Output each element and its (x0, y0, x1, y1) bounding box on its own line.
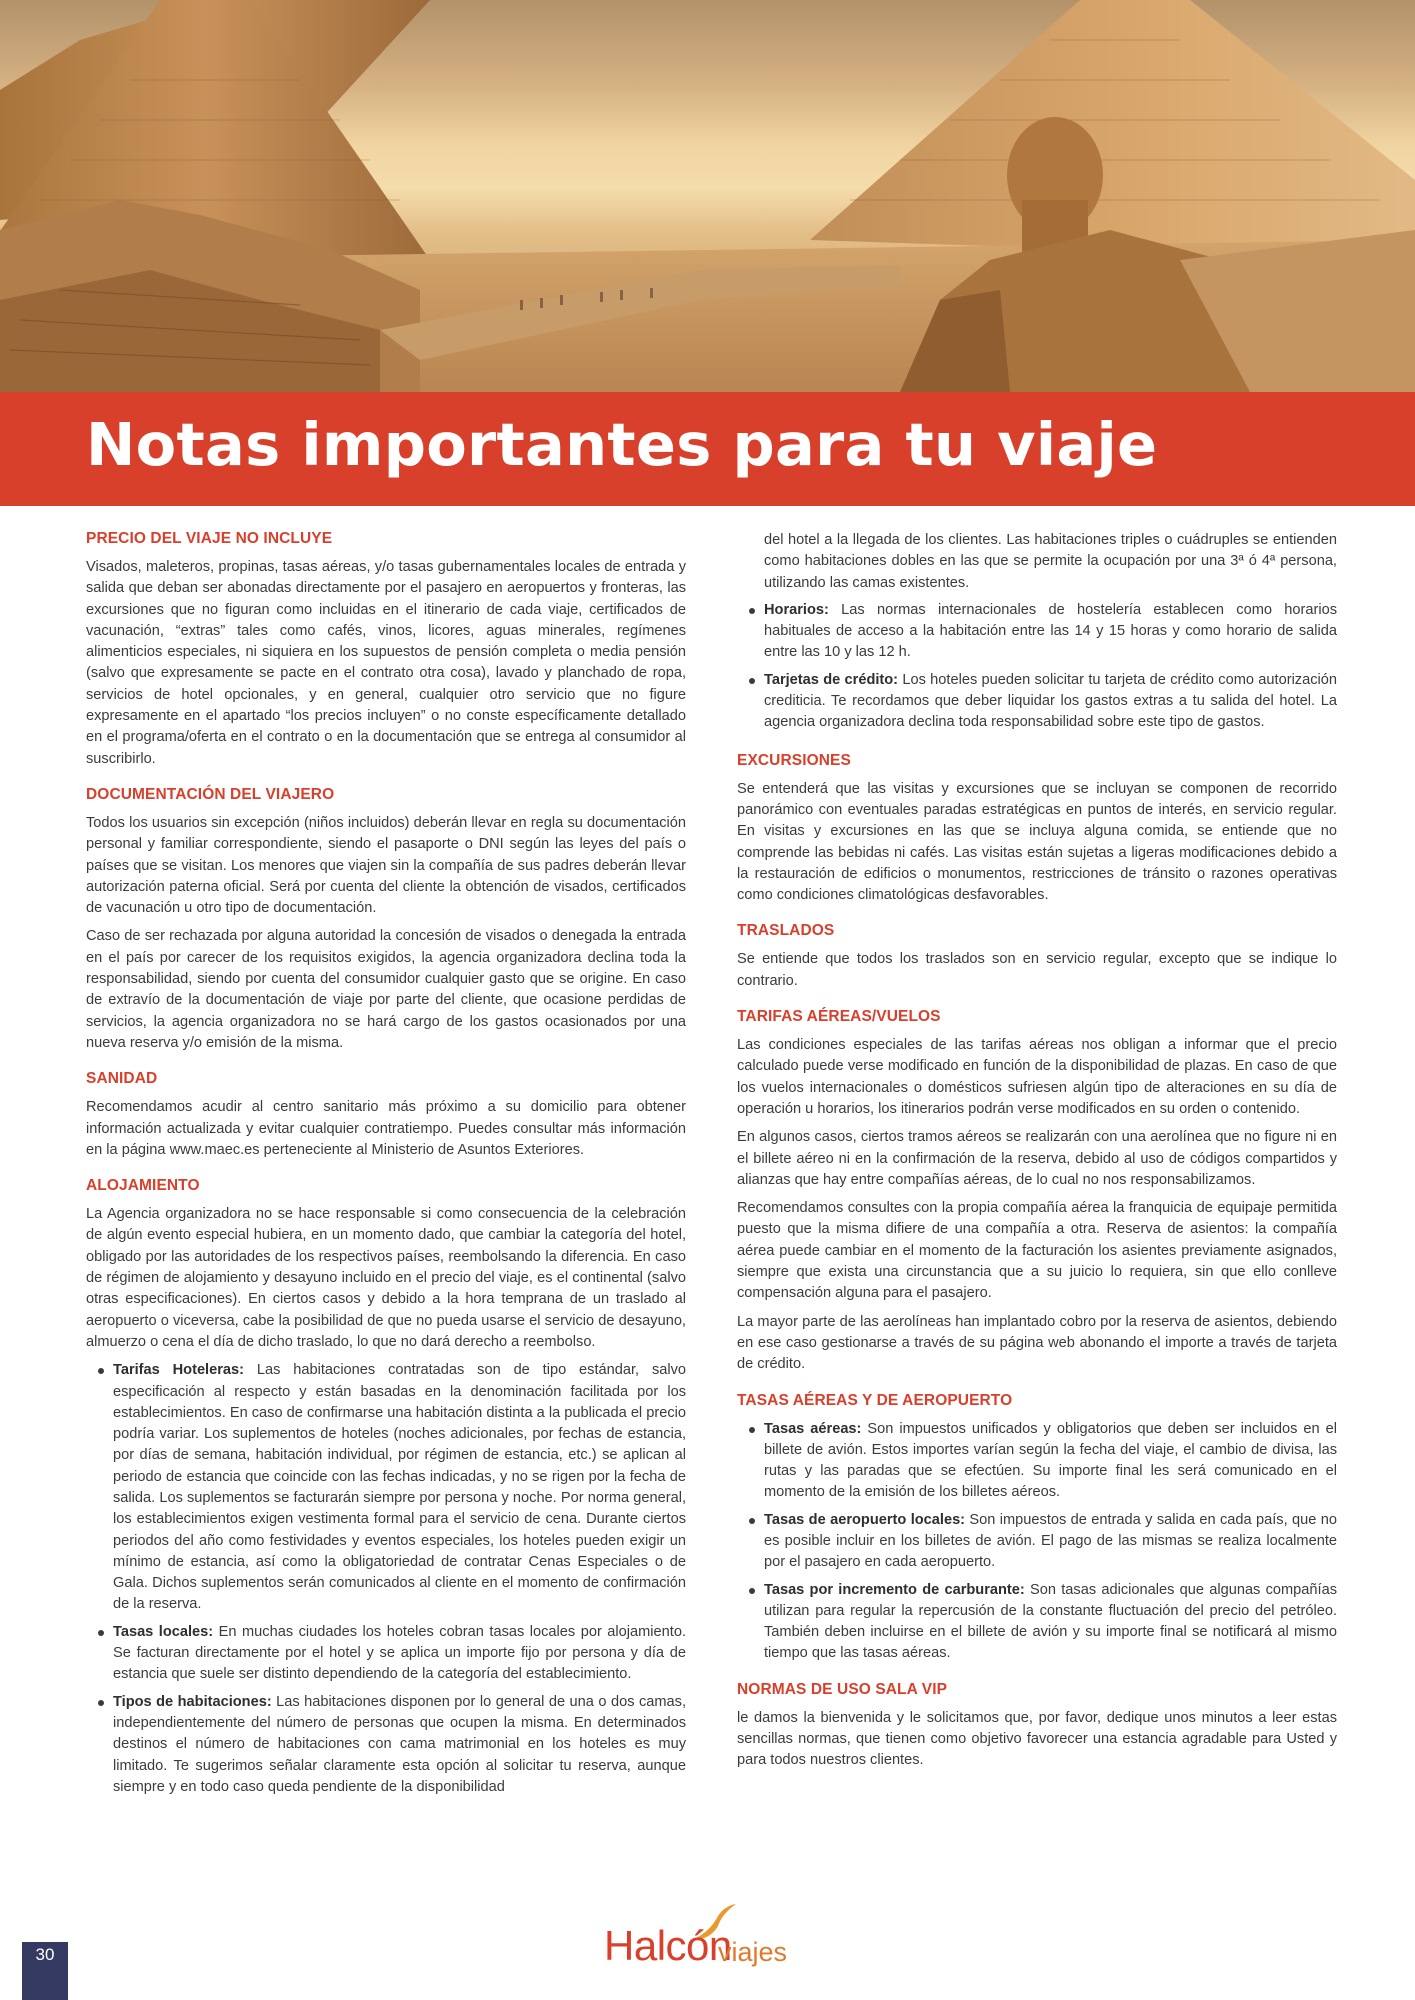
bullet-text: Son impuestos unificados y obligatorios que deben ser incluidos en el billete de avión. Estos importes varían según la fecha del viaje, el cambio de divisa, las rutas y las paradas que se efectúen. Su importe final les será comunicado en el momento de la emisión de los billetes aéreos. (764, 1420, 1337, 1501)
paragraph: Recomendamos acudir al centro sanitario más próximo a su domicilio para obtener información actualizada y evitar cualquier contratiempo. Puedes consultar más información en la página www.maec.es perteneciente al Ministerio de Asuntos Exteriores. (86, 1099, 686, 1158)
left-column (86, 530, 686, 1814)
section-excursiones (737, 752, 1337, 907)
bullet-term: Tasas por incremento de carburante: (764, 1581, 1025, 1598)
section-heading: PRECIO DEL VIAJE NO INCLUYE (86, 530, 333, 547)
section-heading: TARIFAS AÉREAS/VUELOS (737, 1008, 941, 1026)
section-heading: DOCUMENTACIÓN DEL VIAJERO (86, 785, 335, 803)
section-heading: TASAS AÉREAS Y DE AEROPUERTO (737, 1391, 1013, 1409)
bullet-text: Las normas internacionales de hostelería establecen como horarios habituales de acceso a la habitación entre las 14 y 15 horas y como horario de salida entre las 10 y las 12 h. (764, 601, 1337, 661)
bullet-term: Tasas de aeropuerto locales: (764, 1511, 966, 1528)
section-sanidad (86, 1070, 686, 1161)
bullet-term: Tasas aéreas: (764, 1420, 862, 1437)
bullet-item (98, 1622, 686, 1686)
section-alojamiento (86, 1177, 686, 1798)
bullet-item (749, 670, 1337, 734)
bullet-text: Las habitaciones disponen por lo general de una o dos camas, independientemente del número de personas que ocupen la misma. En determinados destinos el número de habitaciones con cama matrimonial en los hoteles es muy limitado. Te sugerimos señalar claramente esta opción al solicitar tu reserva, aunque siempre y en todo caso queda pendiente de la disponibilidad (113, 1693, 687, 1795)
bullet-term: Horarios: (764, 601, 829, 618)
pyramids-illustration (0, 0, 1415, 392)
bullet-item (749, 1419, 1337, 1504)
section-heading: EXCURSIONES (737, 751, 851, 769)
bullet-list (86, 1360, 686, 1798)
paragraph: Caso de ser rechazada por alguna autoridad la concesión de visados o denegada la entrada en el país por carecer de los requisitos exigidos, la agencia organizadora declina toda la responsabilidad, siendo por cuenta del consumidor cualquier gasto que se origine. En caso de extravío de la documentación de viaje por parte del cliente, que ocasione perdidas de servicios, la agencia organizadora no se hará cargo de los gastos ocasionados por una nueva reserva y/o emisión de la misma. (86, 928, 686, 1051)
section-traslados (737, 922, 1337, 992)
paragraph: Se entiende que todos los traslados son en servicio regular, excepto que se indique lo contrario. (737, 951, 1337, 989)
section-precio (86, 530, 686, 770)
paragraph: Recomendamos consultes con la propia compañía aérea la franquicia de equipaje permitida puesto que la misma difiere de una compañía a otra. Reserva de asientos: la compañía aérea puede cambiar en el momento de la facturación los asientes previamente asignados, siempre que exista una circunstancia que a su juicio lo requiera, sin que ello conlleve compensación alguna para el pasajero. (737, 1200, 1337, 1302)
logo-main-text: Halcón (604, 1922, 732, 1969)
section-heading: SANIDAD (86, 1070, 158, 1088)
section-sala-vip (737, 1681, 1337, 1772)
right-column (737, 530, 1337, 1788)
logo-sub-text: viajes (718, 1937, 788, 1967)
paragraph: del hotel a la llegada de los clientes. Las habitaciones triples o cuádruples se entienden como habitaciones dobles en las que se permite la ocupación por una 3ª ó 4ª persona, utilizando las camas existentes. (764, 532, 1337, 591)
paragraph: Las condiciones especiales de las tarifas aéreas nos obligan a informar que el precio calculado puede verse modificado en función de la disponibilidad de plazas. En caso de que los vuelos internacionales o domésticos sufriesen algún tipo de alteraciones en su día de operación u horarios, los itinerarios podrán verse modificados en su orden o contenido. (737, 1037, 1337, 1117)
bullet-term: Tarifas Hoteleras: (113, 1362, 245, 1379)
title-band (0, 392, 1415, 506)
bullet-item (749, 1580, 1337, 1665)
section-documentacion (86, 786, 686, 1054)
bullet-text: Los hoteles pueden solicitar tu tarjeta de crédito como autorización crediticia. Te recordamos que deber liquidar los gastos extras a tu salida del hotel. La agencia organizadora declina toda responsabilidad sobre este tipo de gastos. (764, 671, 1337, 731)
right-pyramid-shape (810, 0, 1415, 260)
paragraph: En algunos casos, ciertos tramos aéreos se realizarán con una aerolínea que no figure ni en el billete aéreo ni en la confirmación de la reserva, debido al uso de códigos compartidos y alianzas que hay entre compañías aéreas, de lo cual no nos responsabilizamos. (737, 1129, 1337, 1188)
bullet-list (737, 600, 1337, 734)
page-title: Notas importantes para tu viaje (86, 410, 1158, 479)
bullet-text: Son tasas adicionales que algunas compañías utilizan para regular la repercusión de la constante fluctuación del precio del petróleo. También deben incluirse en el billete de avión y su importe final se notificará al mismo tiempo que las tasas aéreas. (764, 1581, 1337, 1662)
hero-image (0, 0, 1415, 392)
bullet-list (737, 1419, 1337, 1665)
bullet-item (749, 1510, 1337, 1574)
bullet-term: Tarjetas de crédito: (764, 671, 899, 688)
bullet-text: Las habitaciones contratadas son de tipo estándar, salvo especificación al respecto y están basadas en la denominación facilitada por los establecimientos. En caso de confirmarse una habitación distinta a la publicada el precio podría variar. Los suplementos de hoteles (noches adicionales, por fechas de estancia, por días de semana, habitación individual, por régimen de estancia, etc.) se aplican al periodo de estancia que coincide con las fechas indicadas, y no se rigen por la fecha de salida. Los suplementos se facturarán siempre por persona y noche. Por norma general, los establecimientos exigen vestimenta formal para el servicio de cena. Durante ciertos periodos del año como festividades y eventos especiales, los hoteles pueden exigir un mínimo de estancia, así como la obligatoriedad de contratar Cenas Especiales o de Gala. Dichos suplementos serán comunicados al cliente en el momento de confirmación de la reserva. (113, 1362, 687, 1613)
paragraph: La Agencia organizadora no se hace responsable si como consecuencia de la celebración de algún evento especial hubiera, en un momento dado, que cambiar la categoría del hotel, obligado por las autoridades de los respectivos países, reembolsando la diferencia. En caso de régimen de alojamiento y desayuno incluido en el precio del viaje, es el continental (salvo otras especificaciones). En ciertos casos y debido a la hora temprana de un traslado al aeropuerto o viceversa, cabe la posibilidad de que no pueda usarse el servicio de desayuno, almuerzo o cena el día de dicho traslado, lo que no dará derecho a reembolso. (86, 1206, 686, 1350)
bullet-item (98, 1692, 686, 1798)
paragraph: Todos los usuarios sin excepción (niños incluidos) deberán llevar en regla su documentación personal y familiar correspondiente, siendo el pasaporte o DNI según las leyes del país o países que se visitan. Los menores que viajen sin la compañía de sus padres deberán llevar autorización paterna oficial. Será por cuenta del cliente la obtención de visados, certificados de vacunación u otro tipo de documentación. (86, 814, 686, 917)
continuation-block (737, 530, 1337, 594)
paragraph: le damos la bienvenida y le solicitamos que, por favor, dedique unos minutos a leer estas sencillas normas, que tienen como objetivo favorecer una estancia agradable para Usted y para todos nuestros clientes. (737, 1709, 1337, 1769)
section-tasas (737, 1392, 1337, 1665)
halcon-viajes-logo (600, 1904, 830, 1974)
section-heading: NORMAS DE USO SALA VIP (737, 1680, 948, 1698)
section-heading: TRASLADOS (737, 922, 835, 940)
bullet-item (749, 600, 1337, 664)
bullet-term: Tasas locales: (113, 1623, 214, 1640)
section-heading: ALOJAMIENTO (86, 1177, 200, 1195)
bullet-term: Tipos de habitaciones: (113, 1693, 272, 1710)
paragraph: Visados, maleteros, propinas, tasas aéreas, y/o tasas gubernamentales locales de entrada y salida que deban ser abonadas directamente por el pasajero en aeropuertos y fronteras, las excursiones que no figuran como incluidas en el itinerario de cada viaje, certificados de vacunación, “extras” tales como cafés, vinos, licores, aguas minerales, regímenes alimenticios especiales, ni siquiera en los supuestos de pensión completa o media pensión (salvo que expresamente se pacte en el contrato otra cosa), lavado y planchado de ropa, servicios de hotel opcionales, y en general, cualquier otro servicio que no figure expresamente en el apartado “los precios incluyen” o no conste específicamente detallado en el programa/oferta en el contrato o en la documentación que se entrega al consumidor al suscribirlo. (86, 559, 686, 767)
paragraph: Se entenderá que las visitas y excursiones que se incluyan se componen de recorrido panorámico con eventuales paradas estratégicas en puntos de interés, en servicio regular. En visitas y excursiones en las que se incluya alguna comida, se entiende que no comprende las bebidas ni cafés. Las visitas están sujetas a ligeras modificaciones debido a la restauración de edificios o monumentos, restricciones de tránsito o razones operativas como condiciones climatológicas desfavorables. (737, 780, 1337, 904)
bullet-text: En muchas ciudades los hoteles cobran tasas locales por alojamiento. Se facturan directamente por el hotel y se aplica un importe fijo por persona y día de estancia que suele ser distinto dependiendo de la categoría del establecimiento. (113, 1623, 687, 1683)
page-number-text: 30 (35, 1945, 55, 1964)
bullet-item (98, 1360, 686, 1616)
page-number (22, 1942, 68, 2000)
paragraph: La mayor parte de las aerolíneas han implantado cobro por la reserva de asientos, debiendo en ese caso gestionarse a través de su página web abonando el importe a través de tarjeta de crédito. (737, 1313, 1337, 1373)
bullet-text: Son impuestos de entrada y salida en cada país, que no es posible incluir en los billetes de avión. El pago de las mismas se realiza localmente por el pasajero en cada aeropuerto. (764, 1511, 1337, 1571)
section-tarifas-aereas (737, 1008, 1337, 1375)
